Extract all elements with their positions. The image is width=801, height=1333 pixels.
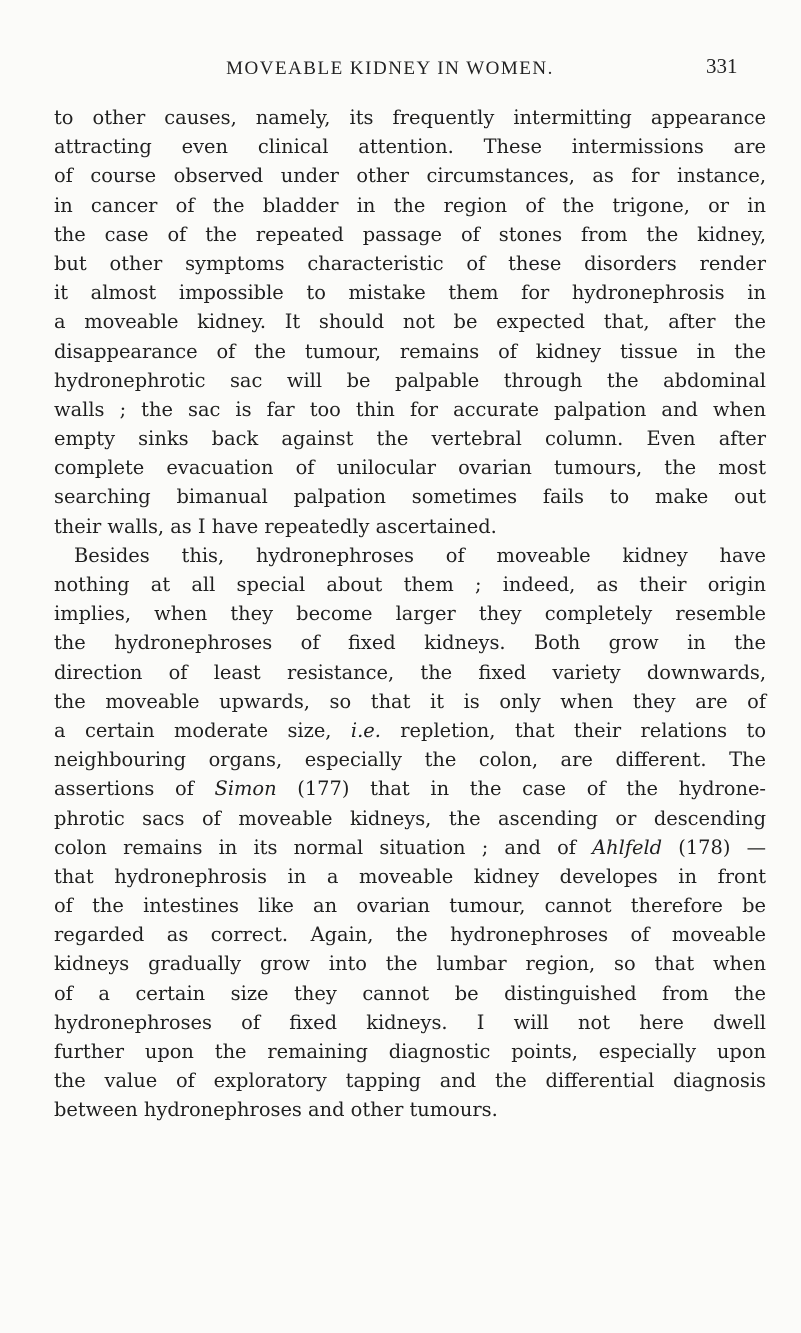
text-segment: repletion, that their relations to [380, 718, 766, 742]
text-segment: a moveable kidney. It should not be expected that, after the [54, 310, 766, 334]
text-line [54, 570, 766, 599]
body-text [54, 103, 766, 1125]
text-line [54, 687, 766, 716]
text-line [54, 453, 766, 482]
text-segment: (178) — [662, 835, 766, 859]
text-segment: hydronephroses of fixed kidneys. I will not here dwell [54, 1010, 766, 1034]
text-line [54, 512, 766, 541]
text-segment: to other causes, namely, its frequently intermitting appearance [54, 106, 766, 129]
text-segment: but other symptoms characteristic of these disorders render [54, 251, 766, 275]
page-number: 331 [706, 54, 738, 78]
text-line [54, 366, 766, 395]
text-line [54, 891, 766, 920]
text-segment: that hydronephrosis in a moveable kidney developes in front [54, 864, 766, 888]
text-segment: searching bimanual palpation sometimes fails to make out [54, 485, 766, 509]
text-line [54, 658, 766, 687]
text-segment: their walls, as I have repeatedly ascertained. [54, 514, 497, 538]
text-segment: of a certain size they cannot be distinguished from the [54, 981, 766, 1005]
text-line [54, 745, 766, 774]
italic-text: Simon [214, 777, 277, 801]
text-segment: the hydronephroses of fixed kidneys. Both grow in the [54, 631, 766, 655]
text-line [54, 774, 766, 803]
text-line [54, 220, 766, 249]
text-line [54, 920, 766, 949]
text-segment: implies, when they become larger they completely resemble [54, 602, 766, 626]
italic-text: i.e. [350, 718, 381, 742]
text-segment: of the intestines like an ovarian tumour, cannot therefore be [54, 894, 766, 918]
text-segment: assertions of [54, 777, 215, 801]
text-segment: of course observed under other circumstances, as for instance, [54, 164, 766, 188]
running-title: MOVEABLE KIDNEY IN WOMEN. [226, 58, 554, 79]
text-segment: the value of exploratory tapping and the differential diagnosis [54, 1069, 766, 1093]
text-segment: hydronephrotic sac will be palpable through the abdominal [54, 368, 766, 392]
text-line [54, 979, 766, 1008]
text-line [54, 628, 766, 657]
text-segment: (177) that in the case of the hydrone- [276, 777, 766, 801]
text-line [54, 862, 766, 891]
text-line [54, 482, 766, 511]
text-segment: Besides this, hydronephroses of moveable kidney have [74, 543, 766, 567]
italic-text: Ahlfeld [592, 835, 663, 859]
text-line [54, 541, 766, 570]
text-segment: kidneys gradually grow into the lumbar region, so that when [54, 952, 766, 976]
text-line [54, 833, 766, 862]
text-segment: complete evacuation of unilocular ovarian tumours, the most [54, 456, 766, 480]
text-line [54, 949, 766, 978]
text-line [54, 278, 766, 307]
text-line [54, 716, 766, 745]
text-line [54, 191, 766, 220]
text-segment: the case of the repeated passage of stones from the kidney, [54, 222, 766, 246]
text-line [54, 804, 766, 833]
text-segment: further upon the remaining diagnostic points, especially upon [54, 1040, 766, 1063]
text-segment: disappearance of the tumour, remains of kidney tissue in the [54, 339, 766, 363]
text-line [54, 395, 766, 424]
text-segment: phrotic sacs of moveable kidneys, the ascending or descending [54, 806, 766, 830]
text-segment: colon remains in its normal situation ; and of [54, 835, 593, 859]
text-line [54, 249, 766, 278]
text-line [54, 337, 766, 366]
text-segment: a certain moderate size, [54, 718, 351, 742]
text-line [54, 1066, 766, 1095]
text-line [54, 132, 766, 161]
text-segment: attracting even clinical attention. These intermissions are [54, 135, 766, 159]
text-line [54, 161, 766, 190]
text-line [54, 103, 766, 132]
text-line [54, 1008, 766, 1037]
text-segment: it almost impossible to mistake them for hydronephrosis in [54, 281, 766, 305]
text-segment: between hydronephroses and other tumours. [54, 1098, 498, 1122]
text-line [54, 307, 766, 336]
text-segment: regarded as correct. Again, the hydronephroses of moveable [54, 923, 766, 947]
text-segment: in cancer of the bladder in the region of the trigone, or in [54, 193, 766, 217]
text-line [54, 1095, 766, 1124]
text-segment: the moveable upwards, so that it is only when they are of [54, 689, 766, 713]
text-line [54, 1037, 766, 1066]
text-segment: walls ; the sac is far too thin for accurate palpation and when [54, 397, 766, 421]
text-line [54, 599, 766, 628]
text-segment: empty sinks back against the vertebral column. Even after [54, 427, 766, 451]
text-line [54, 424, 766, 453]
text-segment: direction of least resistance, the fixed variety downwards, [54, 660, 766, 684]
text-segment: nothing at all special about them ; indeed, as their origin [54, 573, 766, 596]
text-segment: neighbouring organs, especially the colon, are different. The [54, 748, 766, 772]
